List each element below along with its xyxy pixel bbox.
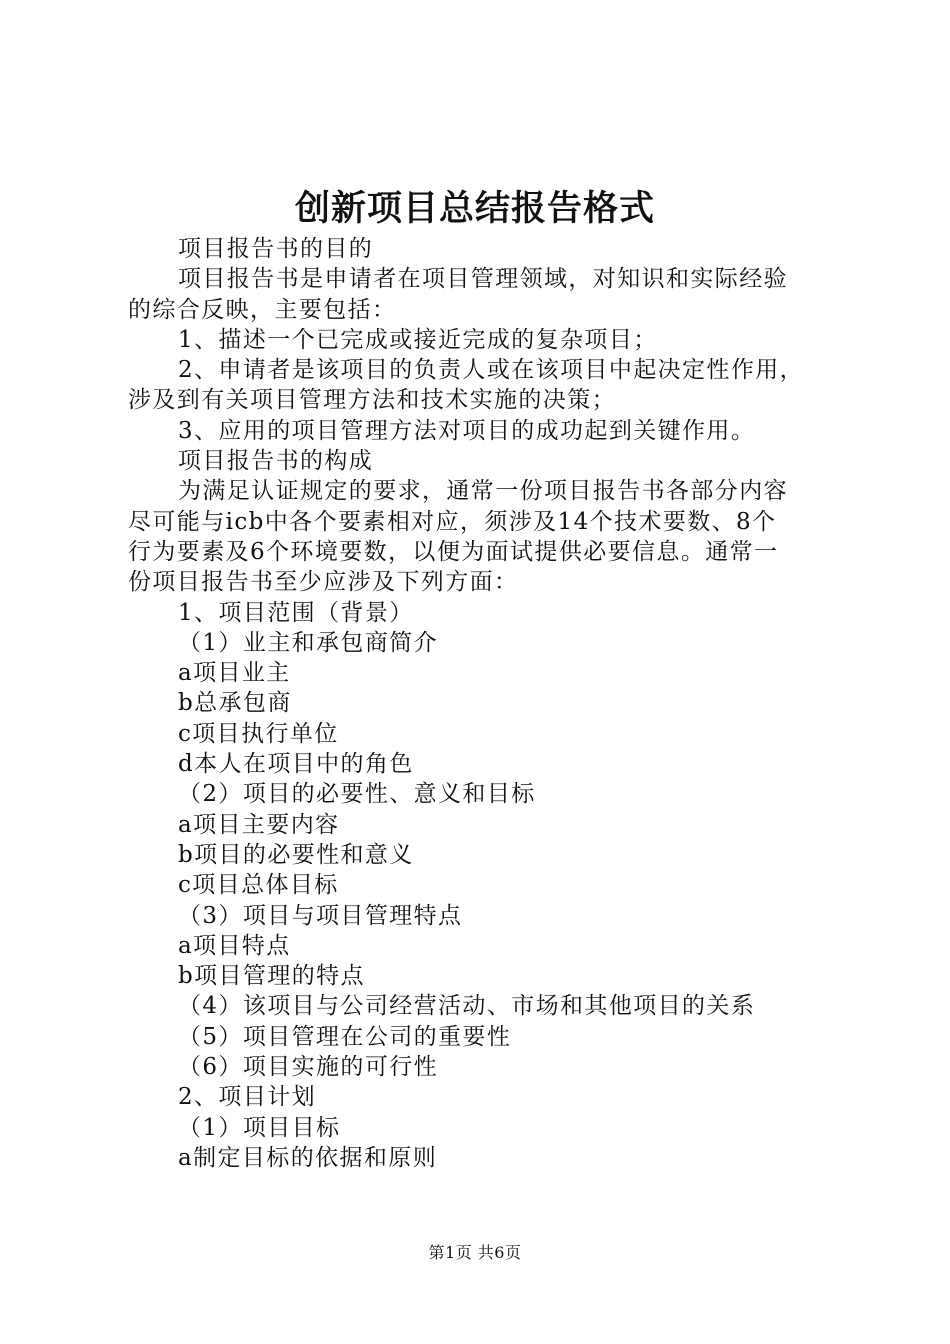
paragraph-line: 项目报告书是申请者在项目管理领域，对知识和实际经验 — [178, 266, 788, 293]
paragraph-line: c项目执行单位 — [178, 720, 339, 747]
paragraph-line: 项目报告书的目的 — [178, 236, 374, 262]
paragraph-line: 项目报告书的构成 — [178, 448, 374, 475]
paragraph-line: （1）业主和承包商简介 — [178, 629, 439, 656]
paragraph-line: 涉及到有关项目管理方法和技术实施的决策； — [128, 387, 616, 414]
document-title: 创新项目总结报告格式 — [294, 188, 655, 229]
paragraph-line: （3）项目与项目管理特点 — [178, 902, 463, 929]
paragraph-line: c项目总体目标 — [178, 872, 339, 899]
paragraph-line: 份项目报告书至少应涉及下列方面： — [128, 569, 519, 596]
paragraph-line: 2、项目计划 — [178, 1084, 317, 1111]
paragraph-line: （2）项目的必要性、意义和目标 — [178, 781, 536, 808]
paragraph-line: 3、应用的项目管理方法对项目的成功起到关键作用。 — [178, 417, 756, 444]
paragraph-line: 尽可能与icb中各个要素相对应，须涉及14个技术要数、8个 — [128, 508, 777, 535]
paragraph-line: a项目特点 — [178, 932, 291, 959]
paragraph-line: （4）该项目与公司经营活动、市场和其他项目的关系 — [178, 993, 756, 1020]
paragraph-line: a项目主要内容 — [178, 811, 340, 838]
paragraph-line: 1、描述一个已完成或接近完成的复杂项目； — [178, 326, 658, 353]
paragraph-line: a制定目标的依据和原则 — [178, 1144, 438, 1171]
paragraph-line: 2、申请者是该项目的负责人或在该项目中起决定性作用， — [178, 357, 805, 384]
paragraph-line: 的综合反映，主要包括： — [128, 296, 397, 323]
paragraph-line: （5）项目管理在公司的重要性 — [178, 1023, 512, 1050]
paragraph-line: a项目业主 — [178, 660, 291, 687]
paragraph-line: 行为要素及6个环境要数，以便为面试提供必要信息。通常一 — [128, 538, 779, 565]
paragraph-line: b项目的必要性和意义 — [178, 841, 414, 868]
paragraph-line: 为满足认证规定的要求，通常一份项目报告书各部分内容 — [178, 478, 788, 505]
paragraph-line: （1）项目目标 — [178, 1114, 341, 1141]
document-body — [128, 234, 833, 1173]
page-footer: 第1页 共6页 — [428, 1243, 522, 1262]
paragraph-line: （6）项目实施的可行性 — [178, 1054, 439, 1081]
paragraph-line: d本人在项目中的角色 — [178, 751, 414, 778]
paragraph-line: 1、项目范围（背景） — [178, 599, 414, 626]
paragraph-line: b总承包商 — [178, 690, 292, 717]
paragraph-line: b项目管理的特点 — [178, 963, 365, 990]
